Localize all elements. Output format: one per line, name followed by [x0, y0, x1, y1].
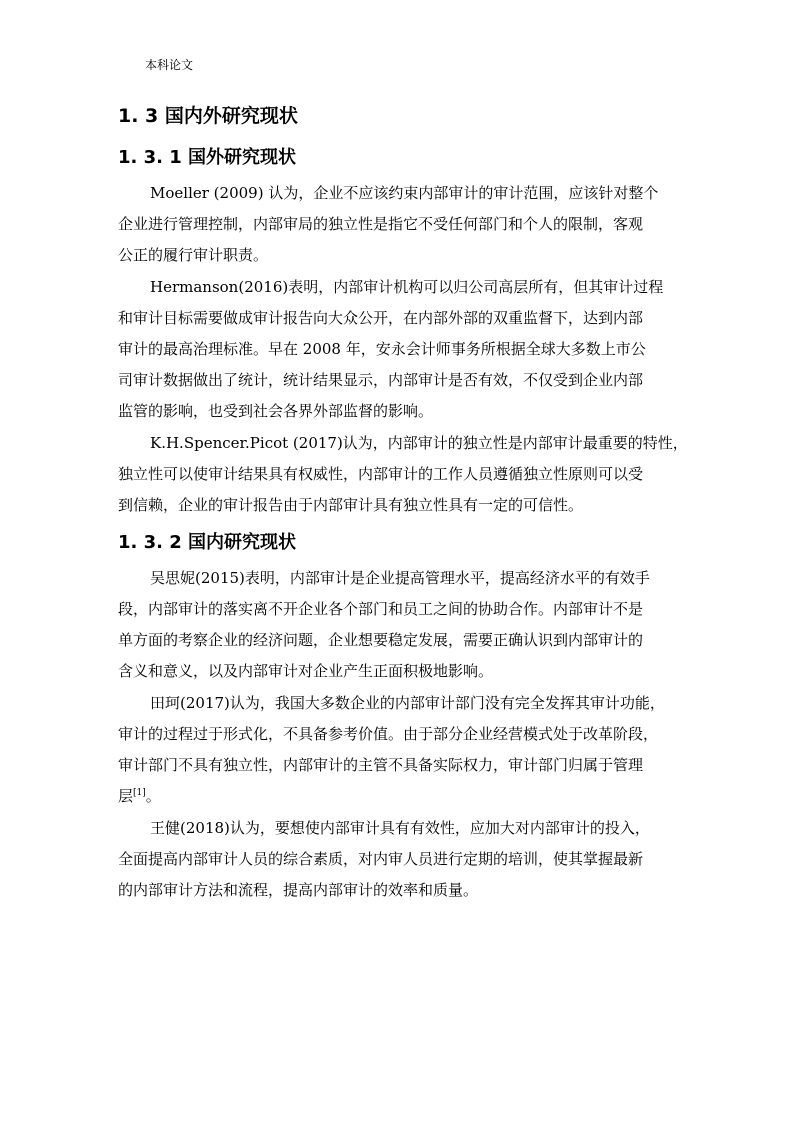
- paragraph-line-with-citation: [118, 781, 675, 812]
- paragraph-line: 田珂(2017)认为，我国大多数企业的内部审计部门没有完全发挥其审计功能，: [150, 694, 665, 712]
- subsection-heading-domestic: 1. 3. 2 国内研究现状: [118, 532, 297, 553]
- paragraph-line: Hermanson(2016)表明，内部审计机构可以归公司高层所有，但其审计过程: [150, 278, 664, 296]
- paragraph-moeller: [118, 178, 675, 271]
- paragraph-picot: [118, 428, 688, 521]
- paragraph-line-end: 。: [145, 787, 161, 805]
- paragraph-line: 审计的最高治理标准。早在 2008 年，安永会计师事务所根据全球大多数上市公: [118, 340, 646, 358]
- paragraph-line: 审计的过程过于形式化，不具备参考价值。由于部分企业经营模式处于改革阶段，: [118, 725, 659, 743]
- paragraph-line: 和审计目标需要做成审计报告向大众公开，在内部外部的双重监督下，达到内部: [118, 309, 644, 327]
- subsection-heading-foreign: 1. 3. 1 国外研究现状: [118, 147, 297, 168]
- citation-reference[interactable]: [1]: [133, 788, 146, 798]
- paragraph-line: 全面提高内部审计人员的综合素质，对内审人员进行定期的培训，使其掌握最新: [118, 850, 644, 868]
- paragraph-line: 公正的履行审计职责。: [118, 246, 269, 264]
- paragraph-line: 的内部审计方法和流程，提高内部审计的效率和质量。: [118, 881, 479, 899]
- paragraph-line-text: 层: [118, 787, 134, 805]
- paragraph-line: 单方面的考察企业的经济问题，企业想要稳定发展，需要正确认识到内部审计的: [118, 631, 644, 649]
- paragraph-line: 吴思妮(2015)表明，内部审计是企业提高管理水平，提高经济水平的有效手: [150, 569, 650, 587]
- paragraph-line: 企业进行管理控制，内部审局的独立性是指它不受任何部门和个人的限制，客观: [118, 215, 644, 233]
- paragraph-line: 监管的影响，也受到社会各界外部监督的影响。: [118, 402, 434, 420]
- paragraph-line: 审计部门不具有独立性，内部审计的主管不具备实际权力，审计部门归属于管理: [118, 756, 644, 774]
- paragraph-hermanson: [118, 272, 675, 427]
- paragraph-line: 含义和意义，以及内部审计对企业产生正面积极地影响。: [118, 662, 494, 680]
- paragraph-line: Moeller (2009) 认为，企业不应该约束内部审计的审计范围，应该针对整个: [150, 184, 659, 202]
- section-heading: 1. 3 国内外研究现状: [118, 105, 298, 127]
- running-header: 本科论文: [145, 58, 194, 72]
- paragraph-line: 段，内部审计的落实离不开企业各个部门和员工之间的协助合作。内部审计不是: [118, 600, 644, 618]
- paragraph-wu-sini: [118, 563, 675, 687]
- paragraph-line: 司审计数据做出了统计，统计结果显示，内部审计是否有效，不仅受到企业内部: [118, 371, 644, 389]
- paragraph-tian-ke: [118, 688, 675, 812]
- paragraph-line: 王健(2018)认为，要想使内部审计具有有效性，应加大对内部审计的投入，: [150, 819, 650, 837]
- paragraph-line: 到信赖，企业的审计报告由于内部审计具有独立性具有一定的可信性。: [118, 496, 584, 514]
- paragraph-wang-jian: [118, 813, 675, 906]
- paragraph-line: K.H.Spencer.Picot (2017)认为，内部审计的独立性是内部审计最重要的特性，: [150, 434, 688, 452]
- paragraph-line: 独立性可以使审计结果具有权威性，内部审计的工作人员遵循独立性原则可以受: [118, 465, 644, 483]
- header-divider: [118, 82, 675, 83]
